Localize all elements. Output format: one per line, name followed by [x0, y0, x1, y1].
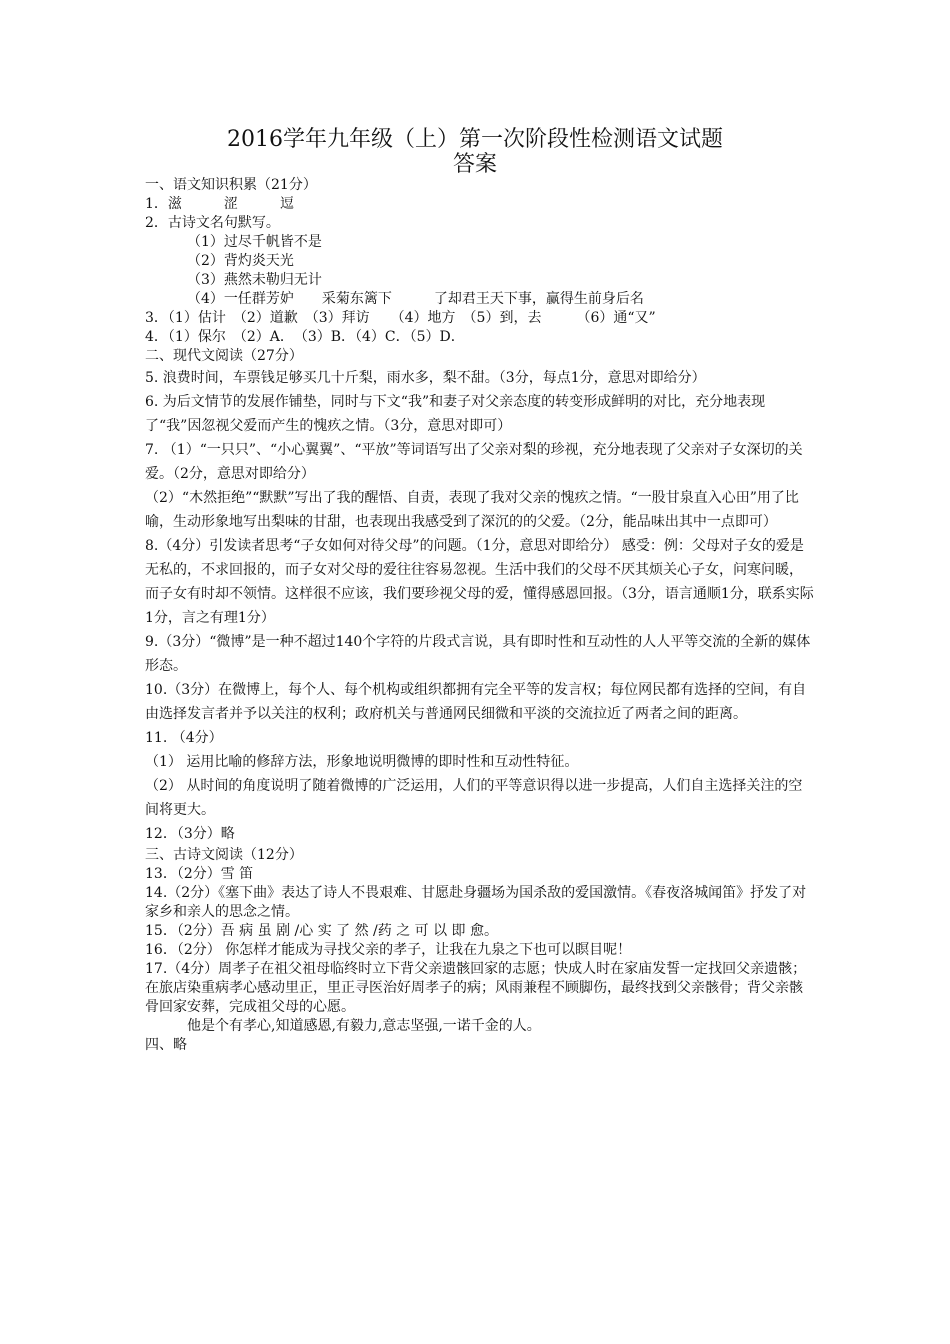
answer-12: 12．（3分）略: [145, 826, 235, 842]
answer-17: 17.（4分）周孝子在祖父祖母临终时立下背父亲遗骸回家的志愿；快成人时在家庙发誓一定找回父亲遗骸；在旅店染重病孝心感动里正，里正寻医治好周孝子的病；风雨兼程不顾脚伤，最终找到父亲骸骨；背父亲骸骨回家安葬，完成祖父母的心愿。: [145, 961, 807, 1015]
answer-11-2: （2） 从时间的角度说明了随着微博的广泛运用，人们的平等意识得以进一步提高，人们自主选择关注的空间将更大。: [145, 778, 803, 818]
answer-11-heading: 11. （4分）: [145, 730, 223, 746]
answer-2-heading: 2．古诗文名句默写。: [145, 215, 280, 231]
answer-15: 15．（2分）吾 病 虽 剧 /心 实 了 然 /药 之 可 以 即 愈。: [145, 923, 499, 939]
answer-13: 13．（2分）雪 笛: [145, 866, 254, 882]
answer-7-2: （2）“木然拒绝”“默默”写出了我的醒悟、自责，表现了我对父亲的愧疚之情。“一股甘泉直入心田”用了比喻，生动形象地写出梨味的甘甜，也表现出我感受到了深沉的的父爱。（2分，能品味出其中一点即可）: [145, 490, 799, 530]
answer-9: 9.（3分）“微博”是一种不超过140个字符的片段式言说，具有即时性和互动性的人人平等交流的全新的媒体形态。: [145, 634, 811, 674]
section-heading-2: 二、现代文阅读（27分）: [145, 348, 303, 364]
answer-4: 4．（1）保尔 （2）A． （3）B．（4）C．（5）D．: [145, 329, 465, 345]
answer-1: 1．滋 涩 逗: [145, 196, 294, 212]
section-heading-4: 四、略: [145, 1037, 187, 1053]
document-subtitle: 答案: [452, 152, 497, 177]
answer-2-4: （4）一任群芳妒 采菊东篱下 了却君王天下事，赢得生前身后名: [187, 291, 644, 307]
document-title: 2016学年九年级（上）第一次阶段性检测语文试题: [227, 127, 723, 152]
answer-7-1: 7. （1）“一只只”、“小心翼翼”、“平放”等词语写出了父亲对梨的珍视，充分地表现了父亲对子女深切的关爱。（2分，意思对即给分）: [145, 442, 803, 482]
answer-14: 14.（2分）《塞下曲》表达了诗人不畏艰难、甘愿赴身疆场为国杀敌的爱国激情。《春夜洛城闻笛》抒发了对家乡和亲人的思念之情。: [145, 885, 807, 920]
answer-6: 6. 为后文情节的发展作铺垫，同时与下文“我”和妻子对父亲态度的转变形成鲜明的对比，充分地表现了“我”因忽视父爱而产生的愧疚之情。（3分，意思对即可）: [145, 394, 766, 434]
section-heading-3: 三、古诗文阅读（12分）: [145, 847, 303, 863]
answer-2-1: （1）过尽千帆皆不是: [187, 234, 322, 250]
answer-11-1: （1） 运用比喻的修辞方法，形象地说明微博的即时性和互动性特征。: [145, 754, 579, 770]
answer-8: 8.（4分）引发读者思考“子女如何对待父母”的问题。（1分，意思对即给分） 感受：例：父母对子女的爱是无私的，不求回报的，而子女对父母的爱往往容易忽视。生活中我们的父母不厌其烦关心子女，问寒问暖，而子女有时却不领情。这样很不应该，我们要珍视父母的爱，懂得感恩回报。（3分，语言通顺1分，联系实际1分，言之有理1分）: [145, 538, 814, 626]
section-heading-1: 一、语文知识积累（21分）: [145, 177, 317, 193]
answer-2-2: （2）背灼炎天光: [187, 253, 294, 269]
answer-16: 16．（2分） 你怎样才能成为寻找父亲的孝子，让我在九泉之下也可以瞑目呢！: [145, 942, 632, 958]
answer-5: 5. 浪费时间，车票钱足够买几十斤梨，雨水多，梨不甜。（3分，每点1分，意思对即给分）: [145, 370, 706, 386]
answer-2-3: （3）燕然未勒归无计: [187, 272, 322, 288]
answer-10: 10.（3分）在微博上，每个人、每个机构或组织都拥有完全平等的发言权；每位网民都有选择的空间，有自由选择发言者并予以关注的权利；政府机关与普通网民细微和平淡的交流拉近了两者之间的距离。: [145, 682, 807, 722]
answer-3: 3．（1）估计 （2）道歉 （3）拜访 （4）地方 （5）到，去 （6）通“又”: [145, 310, 656, 326]
answer-body: [145, 176, 815, 1055]
answer-17-summary: 他是个有孝心,知道感恩,有毅力,意志坚强,一诺千金的人。: [187, 1018, 541, 1034]
